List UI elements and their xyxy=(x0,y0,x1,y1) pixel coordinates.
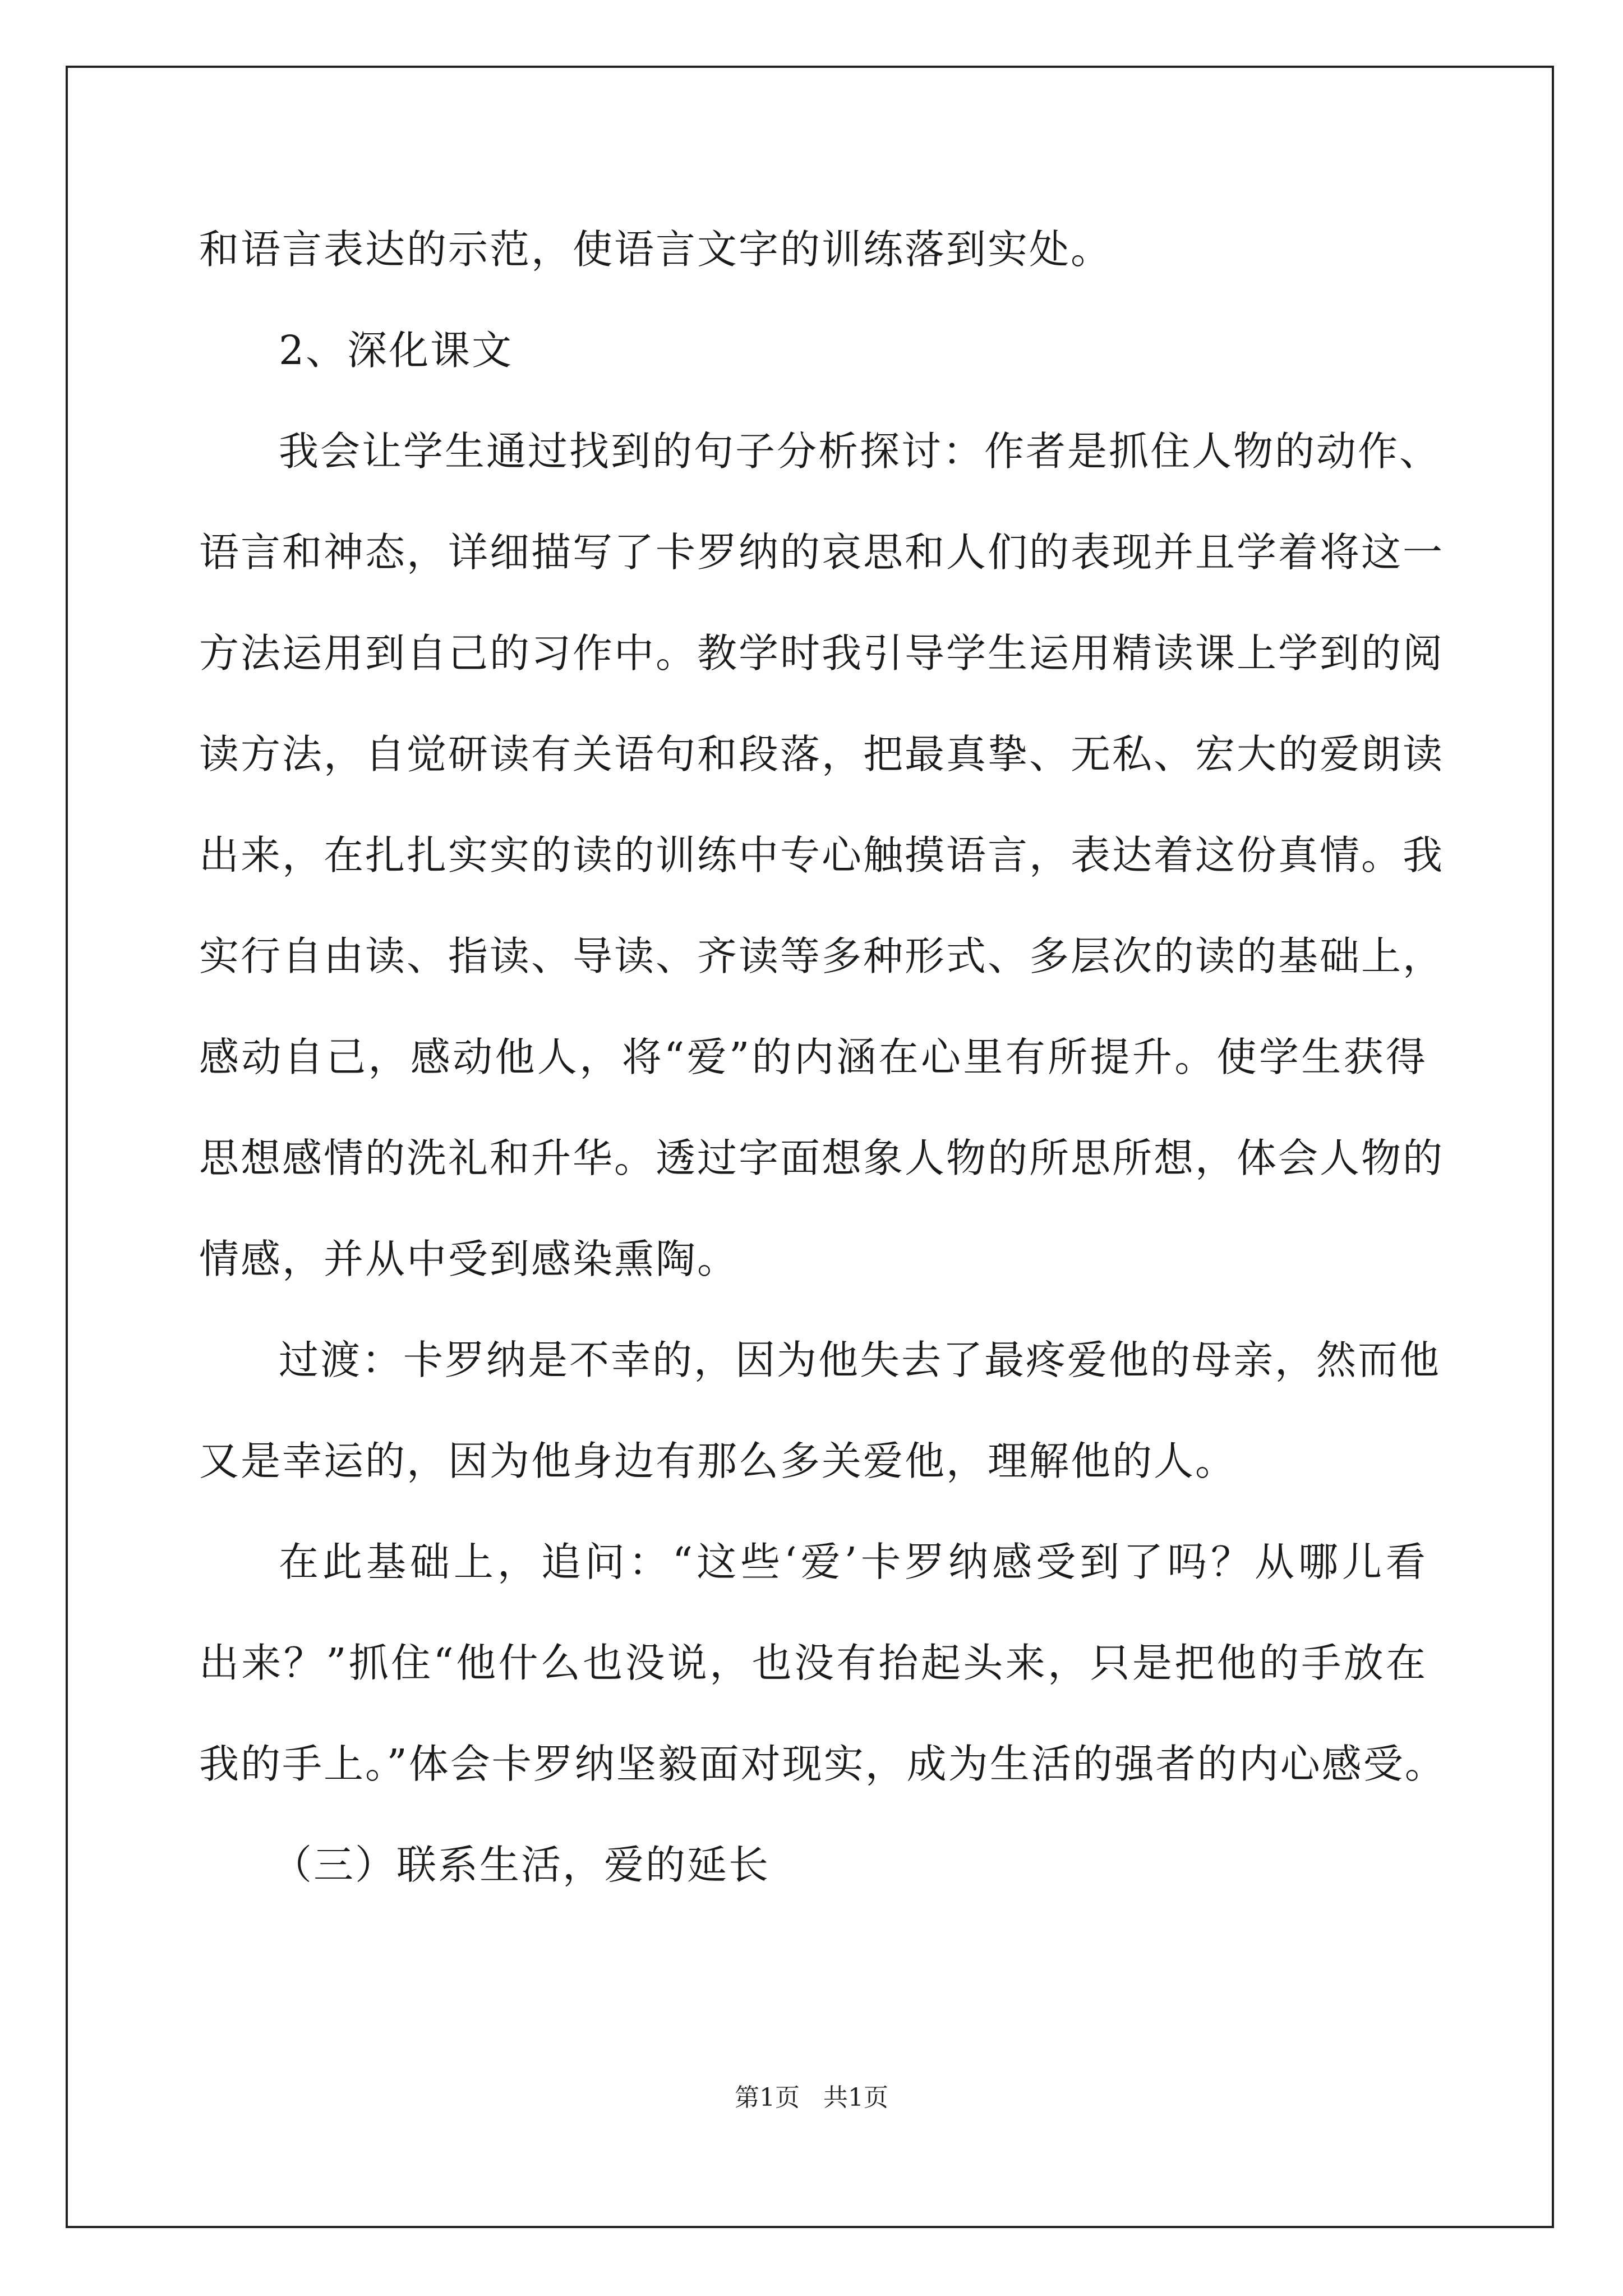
text-line: 我的手上。”体会卡罗纳坚毅面对现实，成为生活的强者的内心感受。 xyxy=(199,1741,1446,1787)
page-total: 共1页 xyxy=(823,2083,888,2112)
text-line: 情感，并从中受到感染熏陶。 xyxy=(199,1236,739,1282)
section-heading: （三）联系生活，爱的延长 xyxy=(272,1842,771,1888)
text-line: 实行自由读、指读、导读、齐读等多种形式、多层次的读的基础上， xyxy=(199,933,1445,979)
section-heading: 2、深化课文 xyxy=(279,327,514,374)
text-line: 语言和神态，详细描写了卡罗纳的哀思和人们的表现并且学着将这一 xyxy=(199,529,1445,576)
text-line: 读方法，自觉研读有关语句和段落，把最真挚、无私、宏大的爱朗读 xyxy=(199,731,1445,777)
page-number: 第1页 xyxy=(735,2083,800,2112)
text-line: 出来，在扎扎实实的读的训练中专心触摸语言，表达着这份真情。我 xyxy=(199,832,1445,878)
text-line: 在此基础上，追问：“这些‘爱’卡罗纳感受到了吗？从哪儿看 xyxy=(279,1539,1427,1585)
text-line: 思想感情的洗礼和升华。透过字面想象人物的所思所想，体会人物的 xyxy=(199,1135,1445,1181)
text-line: 我会让学生通过找到的句子分析探讨：作者是抓住人物的动作、 xyxy=(279,428,1441,475)
text-line: 又是幸运的，因为他身边有那么多关爱他，理解他的人。 xyxy=(199,1438,1237,1484)
text-line: 方法运用到自己的习作中。教学时我引导学生运用精读课上学到的阅 xyxy=(199,630,1445,677)
text-line: 过渡：卡罗纳是不幸的，因为他失去了最疼爱他的母亲，然而他 xyxy=(279,1337,1441,1383)
text-line: 和语言表达的示范，使语言文字的训练落到实处。 xyxy=(199,226,1113,273)
text-line: 出来？”抓住“他什么也没说，也没有抬起头来，只是把他的手放在 xyxy=(199,1640,1427,1686)
page-footer xyxy=(0,2081,1623,2115)
text-line: 感动自己，感动他人，将“爱”的内涵在心里有所提升。使学生获得 xyxy=(199,1034,1427,1080)
